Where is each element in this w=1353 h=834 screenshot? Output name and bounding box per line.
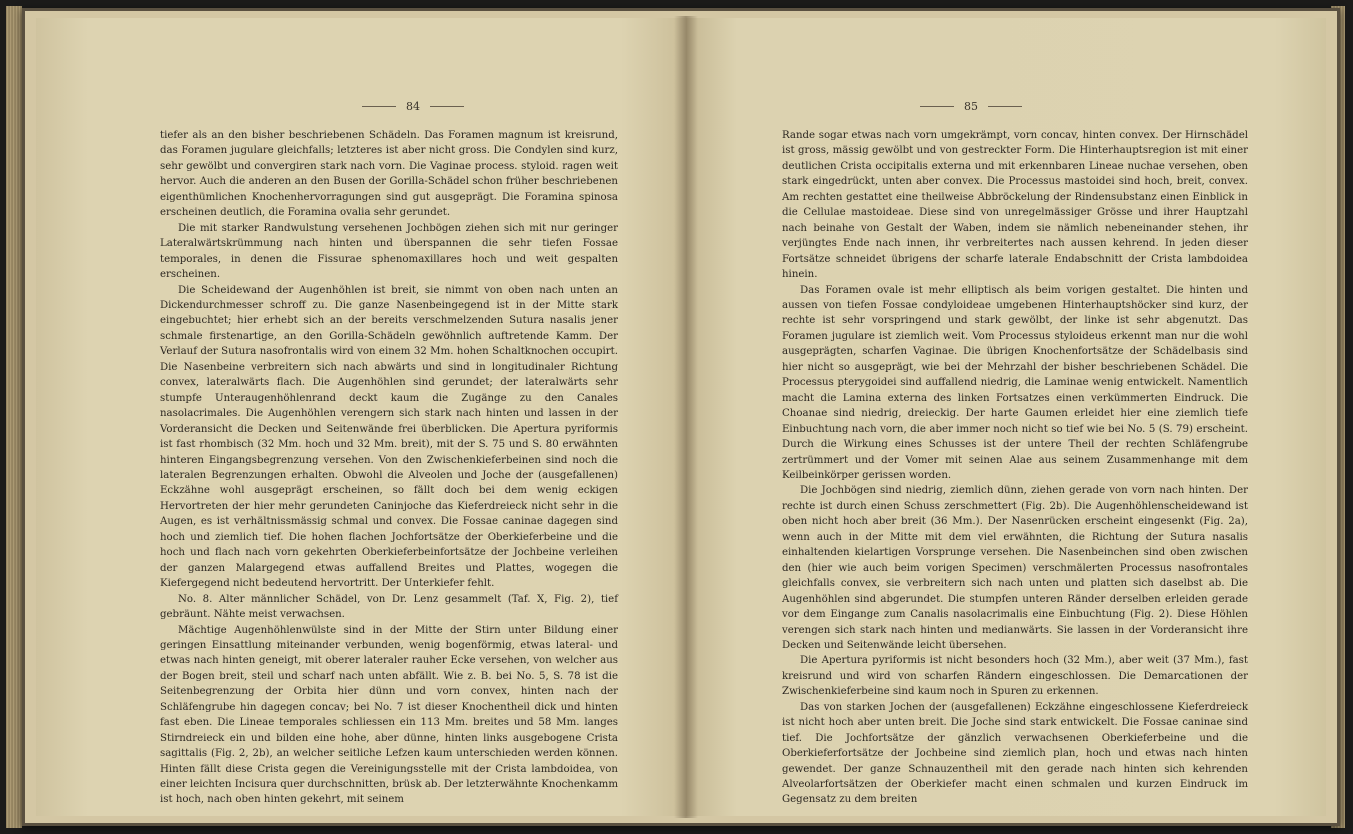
rule-right [430, 106, 464, 107]
right-page-text [782, 128, 1248, 808]
paragraph: Rande sogar etwas nach vorn umgekrämpt, vorn concav, hinten convex. Der Hirnschädel ist gross, mässig gewölbt und von gestreckter Form. Die Hinterhauptsregion ist mit einer deutlichen Crista occipitalis externa und mit erkennbaren Lineae nuchae versehen, oben stark eingedrückt, unten aber convex. Die Processus mastoidei sind hoch, breit, convex. Am rechten gestattet eine theilweise Abbröckelung der Rindensubstanz einen Einblick in die Cellulae mastoideae. Diese sind von unregelmässiger Grösse und ihrer Hauptzahl nach beinahe von Gestalt der Waben, indem sie nämlich nebeneinander stehen, ihr verjüngtes Ende nach innen, ihr verbreitertes nach aussen kehrend. In jeden dieser Fortsätze schneidet übrigens der scharfe laterale Endabschnitt der Crista lambdoidea hinein. [782, 130, 1248, 281]
running-head-right [920, 100, 1022, 113]
rule-right [988, 106, 1022, 107]
open-book [22, 8, 1340, 826]
running-head-left [362, 100, 464, 113]
paragraph: Die Scheidewand der Augenhöhlen ist breit, sie nimmt von oben nach unten an Dickendurchmesser schroff zu. Die ganze Nasenbeingegend ist in der Mitte stark eingebuchtet; hier erhebt sich an der bereits verschmelzenden Sutura nasalis jener schmale firstenartige, an den Gorilla-Schädeln gewöhnlich auftretende Kamm. Der Verlauf der Sutura nasofrontalis wird von einem 32 Mm. hohen Schaltknochen occupirt. Die Nasenbeine verbreitern sich nach abwärts und sind in longitudinaler Richtung convex, lateralwärts flach. Die Augenhöhlen sind gerundet; der lateralwärts sehr stumpfe Unteraugenhöhlenrand deckt kaum die Zugänge zu den Canales nasolacrimales. Die Augenhöhlen verengern sich stark nach hinten und lassen in der Vorderansicht die Decken und Seitenwände frei überblicken. Die Apertura pyriformis ist fast rhombisch (32 Mm. hoch und 32 Mm. breit), mit der S. 75 und S. 80 erwähnten hinteren Eingangsbegrenzung versehen. Von den Zwischenkieferbeinen sind noch die lateralen Begrenzungen erhalten. Obwohl die Alveolen und Joche der (ausgefallenen) Eckzähne wohl ausgeprägt erscheinen, so fällt doch bei dem wenig eckigen Hervortreten der hier mehr gerundeten Caninjoche das Kieferdreieck nicht sehr in die Augen, es ist verhältnissmässig schmal und convex. Die Fossae caninae dagegen sind hoch und ziemlich tief. Die hohen flachen Jochfortsätze der Oberkieferbeine und die hoch und flach nach vorn gekehrten Oberkieferbeinfortsätze der Jochbeine verleihen der ganzen Malargegend etwas auffallend Breites und Plattes, wogegen die Kiefergegend nicht bedeutend hervortritt. Der Unterkiefer fehlt. [160, 284, 618, 590]
paragraph: Die Apertura pyriformis ist nicht besonders hoch (32 Mm.), aber weit (37 Mm.), fast kreisrund und wird von scharfen Rändern eingeschlossen. Die Demarcationen der Zwischenkieferbeine sind kaum noch in Spuren zu erkennen. [782, 655, 1248, 698]
paragraph: Das von starken Jochen der (ausgefallenen) Eckzähne eingeschlossene Kieferdreieck ist nicht hoch aber unten breit. Die Joche sind stark entwickelt. Die Fossae caninae sind tief. Die Jochfortsätze der gänzlich verwachsenen Oberkieferbeine und die Oberkieferfortsätze der Jochbeine sind ziemlich plan, hoch und etwas nach hinten gewendet. Der ganze Schnauzentheil mit den gerade nach hinten sich kehrenden Alveolarfortsätzen der Oberkiefer macht einen schmalen und kurzen Eindruck im Gegensatz zu dem breiten [782, 701, 1248, 806]
paragraph: Mächtige Augenhöhlenwülste sind in der Mitte der Stirn unter Bildung einer geringen Einsattlung miteinander verbunden, wenig bogenförmig, etwas lateral- und etwas nach hinten geneigt, mit oberer lateraler rauher Ecke versehen, von welcher aus der Bogen breit, steil und scharf nach unten abfällt. Wie z. B. bei No. 5, S. 78 ist die Seitenbegrenzung der Orbita hier dünn und vorn convex, hinten nach der Schläfengrube hin dagegen concav; bei No. 7 ist dieser Knochentheil dick und hinten fast eben. Die Lineae temporales schliessen ein 113 Mm. breites und 58 Mm. langes Stirndreieck ein und bilden eine hohe, aber dünne, hinten links ausgebogene Crista sagittalis (Fig. 2, 2b), an welcher seitliche Lefzen kaum unterschieden werden können. Hinten fällt diese Crista gegen die Vereinigungsstelle mit der Crista lambdoidea, von einer leichten Incisura quer durchschnitten, brüsk ab. Der letzterwähnte Knochenkamm ist hoch, nach oben hinten gekehrt, mit seinem [160, 624, 618, 806]
paragraph: Die Jochbögen sind niedrig, ziemlich dünn, ziehen gerade von vorn nach hinten. Der rechte ist durch einen Schuss zerschmettert (Fig. 2b). Die Augenhöhlenscheidewand ist oben nicht hoch aber breit (36 Mm.). Der Nasenrücken erscheint eingesenkt (Fig. 2a), wenn auch in der Mitte mit dem viel erwähnten, die Richtung der Sutura nasalis einhaltenden kielartigen Vorsprunge versehen. Die Nasenbeinchen sind oben zwischen den (hier wie auch beim vorigen Specimen) verschmälerten Processus nasofrontales gleichfalls convex, sie verbreitern sich nach unten und platten sich daselbst ab. Die Augenhöhlen sind abgerundet. Die stumpfen unteren Ränder derselben erleiden gerade vor dem Eingange zum Canalis nasolacrimalis eine Einbuchtung (Fig. 2). Diese Höhlen verengen sich stark nach hinten und medianwärts. Sie lassen in der Vorderansicht ihre Decken und Seitenwände leicht übersehen. [782, 485, 1248, 651]
right-page [686, 18, 1326, 816]
paragraph: No. 8. Alter männlicher Schädel, von Dr. Lenz gesammelt (Taf. X, Fig. 2), tief gebräunt. Nähte meist verwachsen. [160, 593, 618, 621]
paragraph: tiefer als an den bisher beschriebenen Schädeln. Das Foramen magnum ist kreisrund, das Foramen jugulare gleichfalls; letzteres ist aber nicht gross. Die Condylen sind kurz, sehr gewölbt und convergiren stark nach vorn. Die Vaginae process. styloid. ragen weit hervor. Auch die anderen an den Busen der Gorilla-Schädel schon früher beschriebenen eigenthümlichen Knochenhervorragungen sind gut ausgeprägt. Die Foramina spinosa erscheinen deutlich, die Foramina ovalia sehr gerundet. [160, 130, 618, 219]
left-page [36, 18, 686, 816]
paragraph: Die mit starker Randwulstung versehenen Jochbögen ziehen sich mit nur geringer Lateralwärtskrümmung nach hinten und überspannen die sehr tiefen Fossae temporales, in denen die Fissurae sphenomaxillares hoch und weit gespalten erscheinen. [160, 222, 618, 281]
book-gutter [674, 16, 698, 818]
left-page-text [160, 128, 618, 808]
page-number-left: 84 [406, 100, 420, 113]
rule-left [362, 106, 396, 107]
paragraph: Das Foramen ovale ist mehr elliptisch als beim vorigen gestaltet. Die hinten und aussen von tiefen Fossae condyloideae umgebenen Hinterhauptshöcker sind kurz, der rechte ist sehr vorspringend und stark gewölbt, der linke ist sehr abgenutzt. Das Foramen jugulare ist ziemlich weit. Vom Processus styloideus erkennt man nur die wohl ausgeprägten, scharfen Vaginae. Die übrigen Knochenfortsätze der Schädelbasis sind hier nicht so ausgeprägt, wie bei der Mehrzahl der bisher beschriebenen Schädel. Die Processus pterygoidei sind auffallend niedrig, die Laminae wenig entwickelt. Namentlich macht die Lamina externa des linken Fortsatzes einen verkümmerten Eindruck. Die Choanae sind niedrig, dreieckig. Der harte Gaumen erleidet hier eine ziemlich tiefe Einbuchtung nach vorn, die aber immer noch nicht so tief wie bei No. 5 (S. 79) erscheint. Durch die Wirkung eines Schusses ist der untere Theil der rechten Schläfengrube zertrümmert und der Vomer mit seinen Alae aus seinem Zusammenhange mit dem Keilbeinkörper gerissen worden. [782, 284, 1248, 481]
page-number-right: 85 [964, 100, 978, 113]
book-edge-left [6, 6, 22, 828]
rule-left [920, 106, 954, 107]
